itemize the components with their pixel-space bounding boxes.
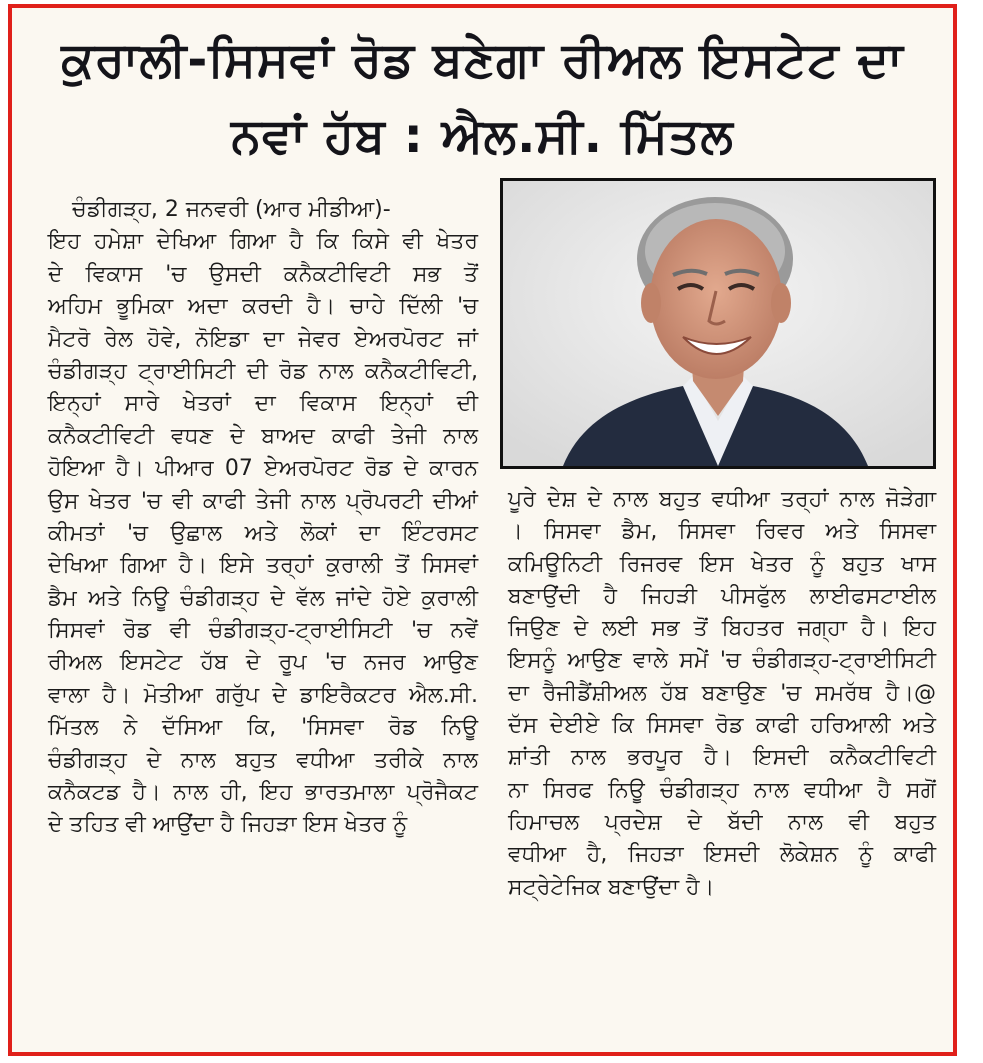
- article-line: ਅਹਿਮ ਭੂਮਿਕਾ ਅਦਾ ਕਰਦੀ ਹੈ। ਚਾਹੇ ਦਿੱਲੀ 'ਚ: [48, 294, 478, 320]
- article-line: ਮਿੱਤਲ ਨੇ ਦੱਸਿਆ ਕਿ, 'ਸਿਸਵਾ ਰੋਡ ਨਿਊ: [48, 715, 478, 741]
- article-line: ਕਮਿਊਨਿਟੀ ਰਿਜਰਵ ਇਸ ਖੇਤਰ ਨੂੰ ਬਹੁਤ ਖਾਸ: [508, 551, 936, 577]
- article-line: ਜਿਉਣ ਦੇ ਲਈ ਸਭ ਤੋਂ ਬਿਹਤਰ ਜਗ੍ਹਾ ਹੈ। ਇਹ: [508, 616, 936, 642]
- article-line: ਚੰਡੀਗੜ੍ਹ ਟ੍ਰਾਈਸਿਟੀ ਦੀ ਰੋਡ ਨਾਲ ਕਨੈਕਟੀਵਿਟੀ,: [48, 358, 478, 384]
- article-line: ਬਣਾਉਂਦੀ ਹੈ ਜਿਹੜੀ ਪੀਸਫੁੱਲ ਲਾਈਫਸਟਾਈਲ: [508, 583, 936, 609]
- article-line: ਕਨੈਕਟੀਵਿਟੀ ਵਧਣ ਦੇ ਬਾਅਦ ਕਾਫੀ ਤੇਜੀ ਨਾਲ: [48, 423, 478, 449]
- article-line: ਉਸ ਖੇਤਰ 'ਚ ਵੀ ਕਾਫੀ ਤੇਜੀ ਨਾਲ ਪ੍ਰੋਪਰਟੀ ਦੀਆਂ: [48, 488, 478, 514]
- article-line: ਦਾ ਰੈਜੀਡੈਂਸ਼ੀਅਲ ਹੱਬ ਬਣਾਉਣ 'ਚ ਸਮਰੱਥ ਹੈ।@: [508, 680, 936, 706]
- article-line: ਦੇ ਤਹਿਤ ਵੀ ਆਉਂਦਾ ਹੈ ਜਿਹੜਾ ਇਸ ਖੇਤਰ ਨੂੰ: [48, 812, 408, 838]
- article-line: ਮੈਟਰੋ ਰੇਲ ਹੋਵੇ, ਨੋਇਡਾ ਦਾ ਜੇਵਰ ਏਅਰਪੋਰਟ ਜਾਂ: [48, 326, 478, 352]
- article-line: ਦੇ ਵਿਕਾਸ 'ਚ ਉਸਦੀ ਕਨੈਕਟੀਵਿਟੀ ਸਭ ਤੋਂ: [48, 261, 478, 287]
- article-line: ਵਾਲਾ ਹੈ। ਮੋਤੀਆ ਗਰੁੱਪ ਦੇ ਡਾਇਰੈਕਟਰ ਐਲ.ਸੀ.: [48, 682, 478, 708]
- article-line: ਡੈਮ ਅਤੇ ਨਿਊ ਚੰਡੀਗੜ੍ਹ ਦੇ ਵੱਲ ਜਾਂਦੇ ਹੋਏ ਕੁਰਾਲੀ: [48, 585, 478, 611]
- article-line: ਇਸਨੂੰ ਆਉਣ ਵਾਲੇ ਸਮੇਂ 'ਚ ਚੰਡੀਗੜ੍ਹ-ਟ੍ਰਾਈਸਿਟੀ: [508, 648, 936, 674]
- portrait-illustration: [503, 181, 933, 466]
- headline-line-2: ਨਵਾਂ ਹੱਬ : ਐਲ.ਸੀ. ਮਿੱਤਲ: [231, 108, 734, 164]
- article-line: ਦੱਸ ਦੇਈਏ ਕਿ ਸਿਸਵਾ ਰੋਡ ਕਾਫੀ ਹਰਿਆਲੀ ਅਤੇ: [508, 713, 936, 739]
- article-line: ਨਾ ਸਿਰਫ ਨਿਊ ਚੰਡੀਗੜ੍ਹ ਨਾਲ ਵਧੀਆ ਹੈ ਸਗੋਂ: [508, 777, 936, 803]
- article-line: ਕਨੈਕਟਡ ਹੈ। ਨਾਲ ਹੀ, ਇਹ ਭਾਰਤਮਾਲਾ ਪ੍ਰੋਜੈਕਟ: [48, 780, 478, 806]
- article-line: ਸ਼ਾਂਤੀ ਨਾਲ ਭਰਪੂਰ ਹੈ। ਇਸਦੀ ਕਨੈਕਟੀਵਿਟੀ: [508, 745, 936, 771]
- portrait-photo: [500, 178, 936, 469]
- article-line: ਸਟ੍ਰੇਟੇਜਿਕ ਬਣਾਉਂਦਾ ਹੈ।: [508, 874, 715, 900]
- article-line: ਸਿਸਵਾਂ ਰੋਡ ਵੀ ਚੰਡੀਗੜ੍ਹ-ਟ੍ਰਾਈਸਿਟੀ 'ਚ ਨਵੇਂ: [48, 618, 478, 644]
- article-line: ਰੀਅਲ ਇਸਟੇਟ ਹੱਬ ਦੇ ਰੂਪ 'ਚ ਨਜਰ ਆਉਣ: [48, 650, 478, 676]
- article-line: ਦੇਖਿਆ ਗਿਆ ਹੈ। ਇਸੇ ਤਰ੍ਹਾਂ ਕੁਰਾਲੀ ਤੋਂ ਸਿਸਵਾਂ: [48, 553, 478, 579]
- article-line: ਕੀਮਤਾਂ 'ਚ ਉਛਾਲ ਅਤੇ ਲੋਕਾਂ ਦਾ ਇੰਟਰਸਟ: [48, 520, 478, 546]
- article-dateline: ਚੰਡੀਗੜ੍ਹ, 2 ਜਨਵਰੀ (ਆਰ ਮੀਡੀਆ)-: [72, 197, 391, 222]
- article-line: ਪੂਰੇ ਦੇਸ਼ ਦੇ ਨਾਲ ਬਹੁਤ ਵਧੀਆ ਤਰ੍ਹਾਂ ਨਾਲ ਜੋੜੇਗਾ: [508, 487, 936, 512]
- article-line: ਇਹ ਹਮੇਸ਼ਾ ਦੇਖਿਆ ਗਿਆ ਹੈ ਕਿ ਕਿਸੇ ਵੀ ਖੇਤਰ: [48, 229, 478, 255]
- article-line: । ਸਿਸਵਾ ਡੈਮ, ਸਿਸਵਾ ਰਿਵਰ ਅਤੇ ਸਿਸਵਾ: [508, 519, 936, 545]
- right-column: [508, 484, 936, 904]
- article-line: ਵਧੀਆ ਹੈ, ਜਿਹੜਾ ਇਸਦੀ ਲੋਕੇਸ਼ਨ ਨੂੰ ਕਾਫੀ: [508, 842, 936, 868]
- left-column: [48, 194, 478, 842]
- article-line: ਹਿਮਾਚਲ ਪ੍ਰਦੇਸ਼ ਦੇ ਬੱਦੀ ਨਾਲ ਵੀ ਬਹੁਤ: [508, 809, 936, 835]
- article-line: ਇਨ੍ਹਾਂ ਸਾਰੇ ਖੇਤਰਾਂ ਦਾ ਵਿਕਾਸ ਇਨ੍ਹਾਂ ਦੀ: [48, 391, 478, 417]
- headline-line-1: ਕੁਰਾਲੀ-ਸਿਸਵਾਂ ਰੋਡ ਬਣੇਗਾ ਰੀਅਲ ਇਸਟੇਟ ਦਾ: [61, 32, 904, 88]
- article-line: ਚੰਡੀਗੜ੍ਹ ਦੇ ਨਾਲ ਬਹੁਤ ਵਧੀਆ ਤਰੀਕੇ ਨਾਲ: [48, 747, 478, 773]
- article-line: ਹੋਇਆ ਹੈ। ਪੀਆਰ 07 ਏਅਰਪੋਰਟ ਰੋਡ ਦੇ ਕਾਰਨ: [48, 456, 478, 482]
